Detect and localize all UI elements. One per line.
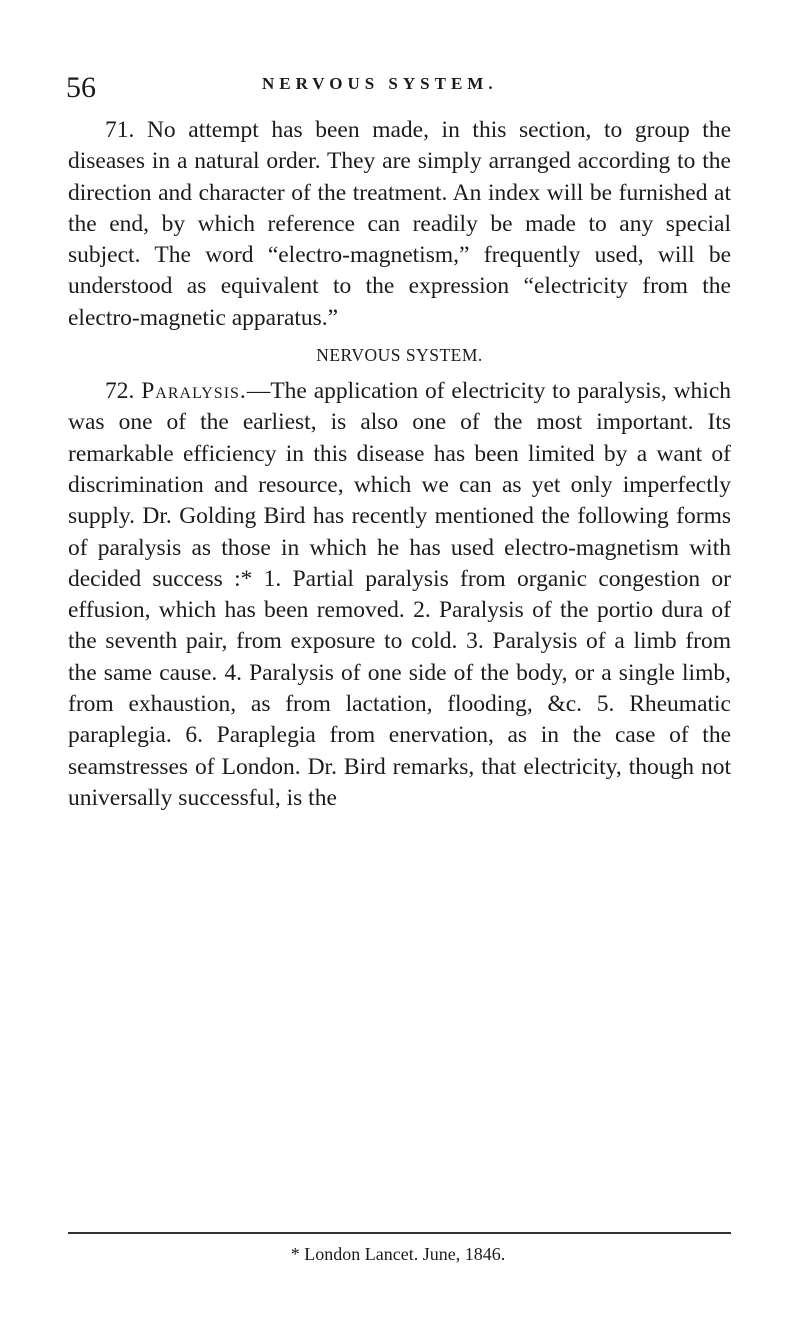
section-heading: NERVOUS SYSTEM.: [316, 345, 483, 366]
paragraph-72-number: 72.: [105, 378, 135, 405]
paragraph-72-text: —The application of electricity to paralysis, which was one of the earliest, is also one of the most important. Its remarkable efficiency in this disease has been limited by a want of discrimination and resource, which we can as yet only imperfectly supply. Dr. Golding Bird has recently mentioned the following forms of paralysis as those in which he has used electro-magnetism with decided success :* 1. Partial paralysis from organic congestion or effusion, which has been removed. 2. Paralysis of the portio dura of the seventh pair, from exposure to cold. 3. Paralysis of a limb from the same cause. 4. Paralysis of one side of the body, or a single limb, from exhaustion, as from lactation, flooding, &c. 5. Rheumatic paraplegia. 6. Paraplegia from enervation, as in the case of the seamstresses of London. Dr. Bird remarks, that electricity, though not universally successful, is the: [68, 378, 731, 811]
footnote-text: * London Lancet. June, 1846.: [290, 1244, 506, 1264]
footnote: [0, 1242, 800, 1266]
paragraph-71: 71. No attempt has been made, in this section, to group the diseases in a natural order. They are simply arranged according to the direction and character of the treatment. An index will be furnished at the end, by which reference can readily be made to any special subject. The word “electro-magnetism,” frequently used, will be understood as equivalent to the expression “electricity from the electro-magnetic apparatus.”: [68, 117, 731, 331]
page-number: 56: [66, 71, 96, 104]
body-text: [68, 115, 731, 814]
running-head: [66, 70, 730, 106]
footnote-rule: [68, 1232, 731, 1234]
running-head-title: NERVOUS SYSTEM.: [262, 74, 498, 93]
paragraph-72-title: Paralysis.: [141, 378, 247, 405]
paragraph-72: [68, 376, 731, 814]
